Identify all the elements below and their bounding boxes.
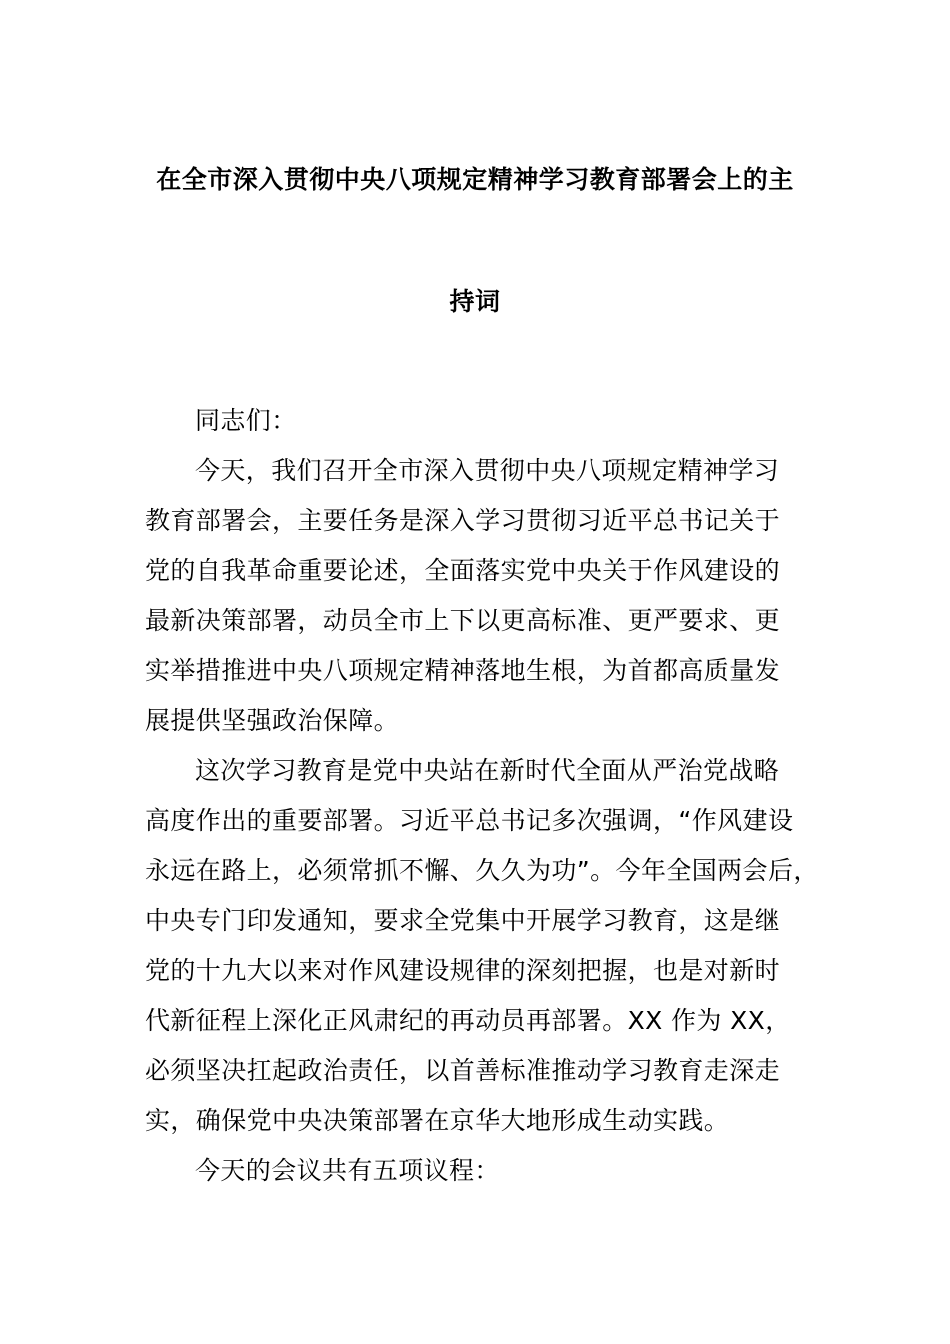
paragraph-1-line: 展提供坚强政治保障。: [145, 706, 400, 735]
paragraph-3-line: 今天的会议共有五项议程：: [195, 1156, 500, 1185]
document-title-line-1: 在全市深入贯彻中央八项规定精神学习教育部署会上的主: [156, 165, 794, 194]
paragraph-1-line: 最新决策部署，动员全市上下以更高标准、更严要求、更: [145, 606, 781, 635]
paragraph-2-line: 这次学习教育是党中央站在新时代全面从严治党战略: [195, 756, 780, 785]
paragraph-2-line: 中央专门印发通知，要求全党集中开展学习教育，这是继: [145, 906, 781, 935]
paragraph-2-line: 高度作出的重要部署。习近平总书记多次强调，“作风建设: [145, 806, 794, 835]
paragraph-1-line: 教育部署会，主要任务是深入学习贯彻习近平总书记关于: [145, 506, 781, 535]
salutation: 同志们：: [195, 406, 297, 435]
paragraph-2-line: 党的十九大以来对作风建设规律的深刻把握，也是对新时: [145, 956, 781, 985]
paragraph-2-line: 永远在路上，必须常抓不懈、久久为功”。今年全国两会后，: [145, 856, 819, 885]
document-title-line-2: 持词: [449, 287, 501, 316]
paragraph-2-line: 必须坚决扛起政治责任，以首善标准推动学习教育走深走: [145, 1056, 781, 1085]
paragraph-1-line: 实举措推进中央八项规定精神落地生根，为首都高质量发: [145, 656, 781, 685]
paragraph-1-line: 今天，我们召开全市深入贯彻中央八项规定精神学习: [195, 456, 780, 485]
paragraph-2-line: 实，确保党中央决策部署在京华大地形成生动实践。: [145, 1106, 730, 1135]
paragraph-2-line: 代新征程上深化正风肃纪的再动员再部署。XX 作为 XX，: [145, 1006, 791, 1035]
paragraph-1-line: 党的自我革命重要论述，全面落实党中央关于作风建设的: [145, 556, 781, 585]
